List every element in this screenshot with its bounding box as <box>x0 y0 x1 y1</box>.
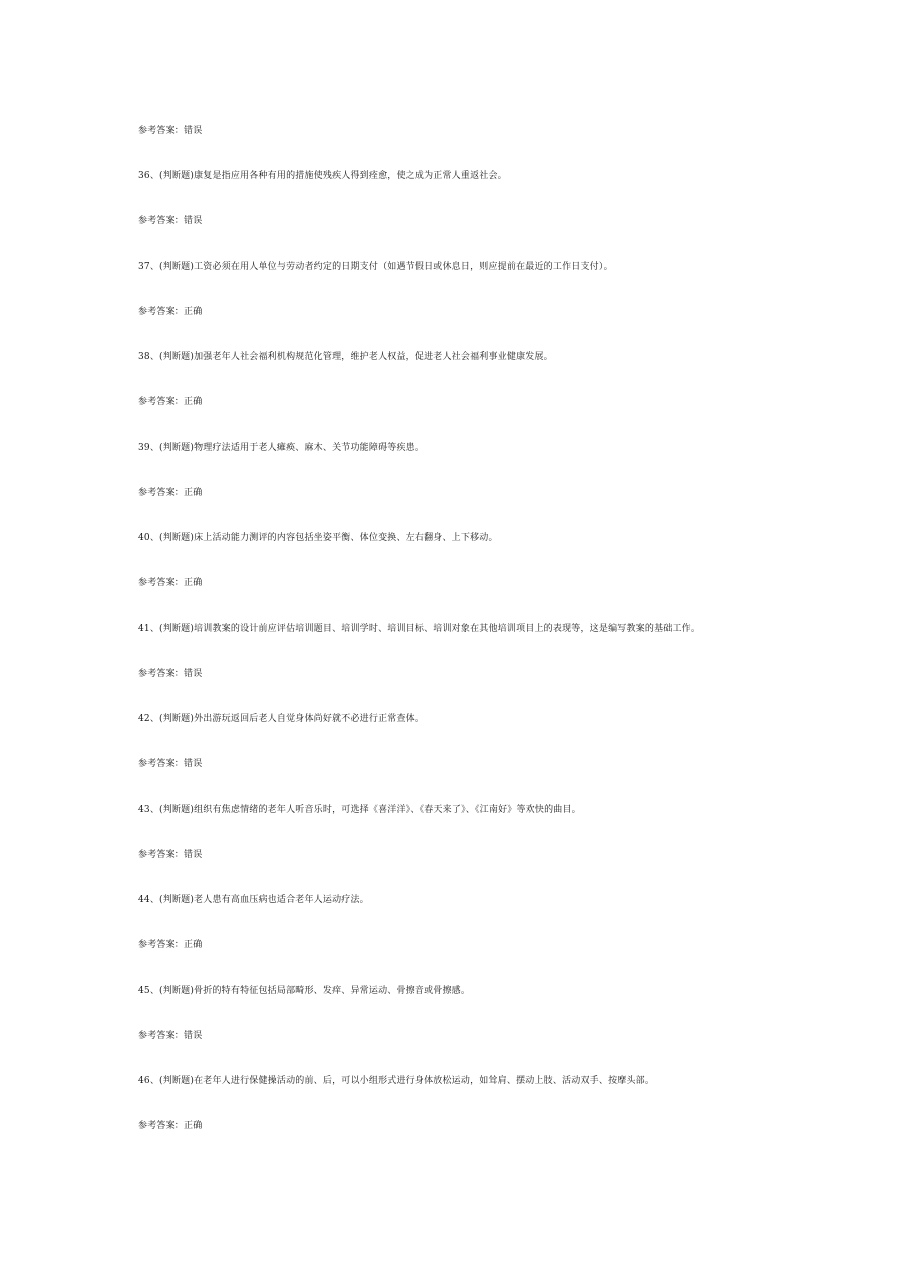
answer-line: 参考答案：错误 <box>138 759 203 769</box>
question-line: 40、(判断题)床上活动能力测评的内容包括坐姿平衡、体位变换、左右翻身、上下移动。 <box>138 533 498 543</box>
answer-line: 参考答案：错误 <box>138 1031 203 1041</box>
question-line: 36、(判断题)康复是指应用各种有用的措施使残疾人得到痊愈，使之成为正常人重返社会。 <box>138 171 507 181</box>
question-line: 37、(判断题)工资必须在用人单位与劳动者约定的日期支付（如遇节假日或休息日，则应提前在最近的工作日支付）。 <box>138 262 613 272</box>
question-line: 41、(判断题)培训教案的设计前应评估培训题目、培训学时、培训目标、培训对象在其他培训项目上的表现等，这是编写教案的基础工作。 <box>138 624 701 634</box>
answer-line: 参考答案：正确 <box>138 578 203 588</box>
question-line: 46、(判断题)在老年人进行保健操活动的前、后，可以小组形式进行身体放松运动，如耸肩、摆动上肢、活动双手、按摩头部。 <box>138 1076 655 1086</box>
question-line: 44、(判断题)老人患有高血压病也适合老年人运动疗法。 <box>138 895 369 905</box>
answer-line: 参考答案：错误 <box>138 669 203 679</box>
answer-line: 参考答案：错误 <box>138 126 203 136</box>
answer-line: 参考答案：正确 <box>138 397 203 407</box>
question-line: 42、(判断题)外出游玩返回后老人自觉身体尚好就不必进行正常查体。 <box>138 714 425 724</box>
answer-line: 参考答案：正确 <box>138 1121 203 1131</box>
question-line: 39、(判断题)物理疗法适用于老人瘫痪、麻木、关节功能障碍等疾患。 <box>138 443 425 453</box>
answer-line: 参考答案：正确 <box>138 488 203 498</box>
answer-line: 参考答案：错误 <box>138 216 203 226</box>
question-line: 38、(判断题)加强老年人社会福利机构规范化管理，维护老人权益，促进老人社会福利事业健康发展。 <box>138 352 553 362</box>
answer-line: 参考答案：正确 <box>138 307 203 317</box>
answer-line: 参考答案：错误 <box>138 850 203 860</box>
question-line: 43、(判断题)组织有焦虑情绪的老年人听音乐时，可选择《喜洋洋》、《春天来了》、《江南好》等欢快的曲目。 <box>138 805 581 815</box>
answer-line: 参考答案：正确 <box>138 940 203 950</box>
question-line: 45、(判断题)骨折的特有特征包括局部畸形、发痒、异常运动、骨擦音或骨擦感。 <box>138 986 471 996</box>
